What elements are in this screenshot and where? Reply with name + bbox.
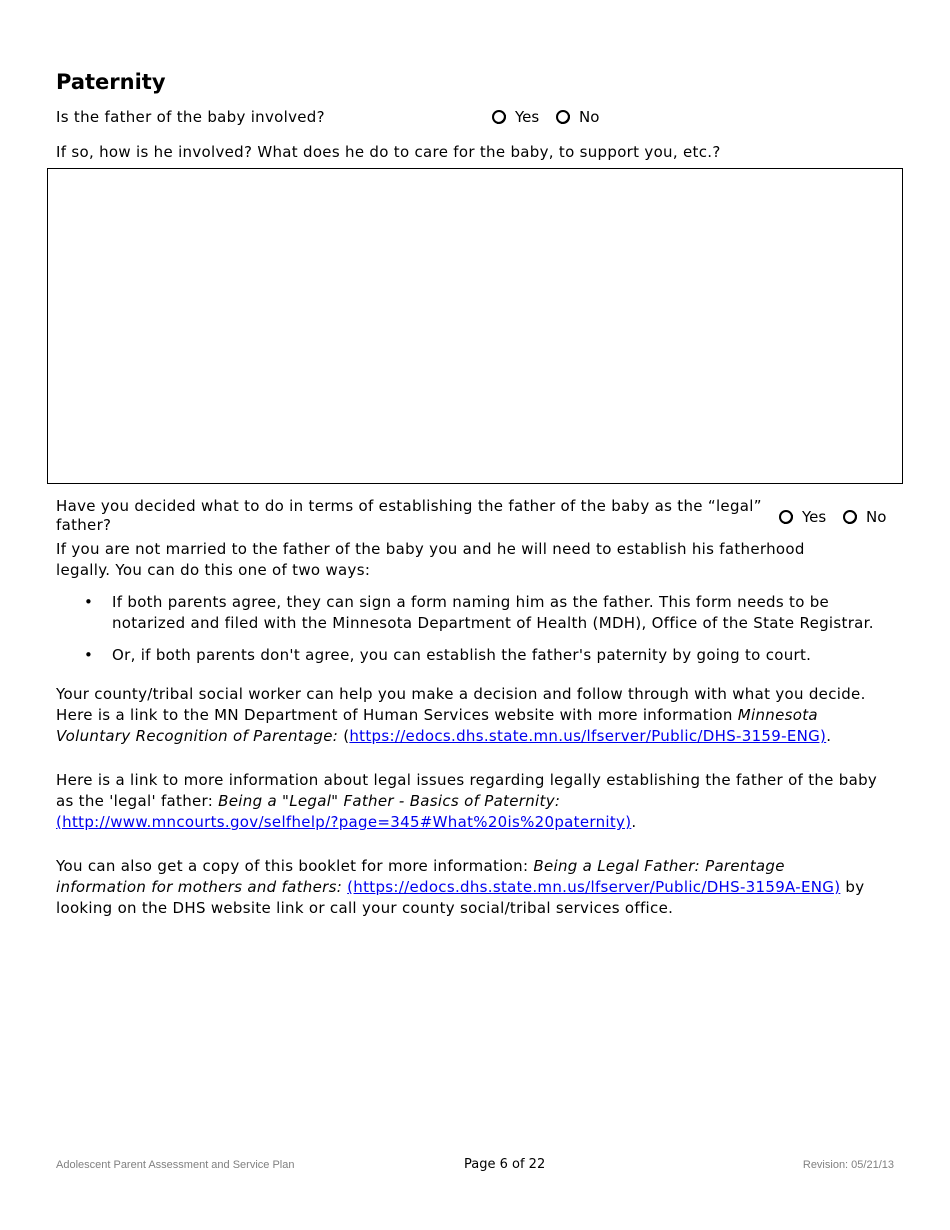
list-item [56,645,896,666]
paragraph-line: Here is a link to the MN Department of Human Services website with more information [56,706,738,724]
legal-father-question-line1: Have you decided what to do in terms of establishing the father of the baby as the “legal” [56,497,762,515]
paragraph-line: Here is a link to more information about legal issues regarding legally establishing the father of the baby [56,771,878,789]
bullet-line: If both parents agree, they can sign a form naming him as the father. This form needs to be [112,593,830,611]
father-involved-no[interactable] [556,108,599,126]
radio-icon[interactable] [779,510,793,524]
intro-line: legally. You can do this one of two ways: [56,561,371,579]
involvement-answer-field[interactable] [47,168,903,484]
document-title: Minnesota [737,706,818,724]
footer-page-number: Page 6 of 22 [464,1157,546,1172]
dhs-3159a-link[interactable]: (https://edocs.dhs.state.mn.us/lfserver/Public/DHS-3159A-ENG) [347,878,841,896]
mncourts-link[interactable]: (http://www.mncourts.gov/selfhelp/?page=345#What%20is%20paternity) [56,813,632,831]
bullet-line: notarized and filed with the Minnesota Department of Health (MDH), Office of the State Registrar. [112,614,874,632]
no-label: No [866,508,887,526]
paragraph-line: as the 'legal' father: [56,792,219,810]
document-title: Voluntary Recognition of Parentage: [56,727,339,745]
father-involved-yes[interactable] [492,108,539,126]
dhs-3159-link[interactable]: https://edocs.dhs.state.mn.us/lfserver/Public/DHS-3159-ENG) [349,727,827,745]
radio-icon[interactable] [492,110,506,124]
radio-icon[interactable] [843,510,857,524]
list-item [56,592,896,634]
document-title: Being a "Legal" Father - Basics of Paternity: [218,792,561,810]
dhs-paragraph [56,684,896,747]
legal-father-question [56,497,762,535]
footer-revision: Revision: 05/21/13 [802,1159,894,1171]
bullet-line: Or, if both parents don't agree, you can establish the father's paternity by going to court. [112,646,812,664]
info-text [56,539,896,919]
involvement-question: If so, how is he involved? What does he do to care for the baby, to support you, etc.? [56,143,721,161]
intro-paragraph [56,539,896,581]
legal-father-yes[interactable] [779,508,826,526]
options-list [56,592,896,666]
paragraph-line: Your county/tribal social worker can help you make a decision and follow through with what you decide. [56,685,866,703]
radio-icon[interactable] [556,110,570,124]
document-title: Being a Legal Father: Parentage [533,857,785,875]
paragraph-line: looking on the DHS website link or call your county social/tribal services office. [56,899,674,917]
courts-paragraph [56,770,896,833]
paragraph-text: by [840,878,865,896]
yes-label: Yes [802,508,827,526]
legal-father-options [779,508,886,528]
no-label: No [579,108,600,126]
yes-label: Yes [515,108,540,126]
legal-father-no[interactable] [843,508,886,526]
booklet-paragraph [56,856,896,919]
period: . [826,727,832,745]
period: . [631,813,637,831]
father-involved-question: Is the father of the baby involved? [56,108,325,126]
paren: ( [338,727,350,745]
section-title: Paternity [56,70,166,94]
father-involved-options [492,108,599,128]
footer-form-name: Adolescent Parent Assessment and Service Plan [56,1159,295,1171]
intro-line: If you are not married to the father of the baby you and he will need to establish his fatherhood [56,540,805,558]
paragraph-line: You can also get a copy of this booklet for more information: [56,857,534,875]
document-title: information for mothers and fathers: [56,878,343,896]
legal-father-question-line2: father? [56,516,112,534]
